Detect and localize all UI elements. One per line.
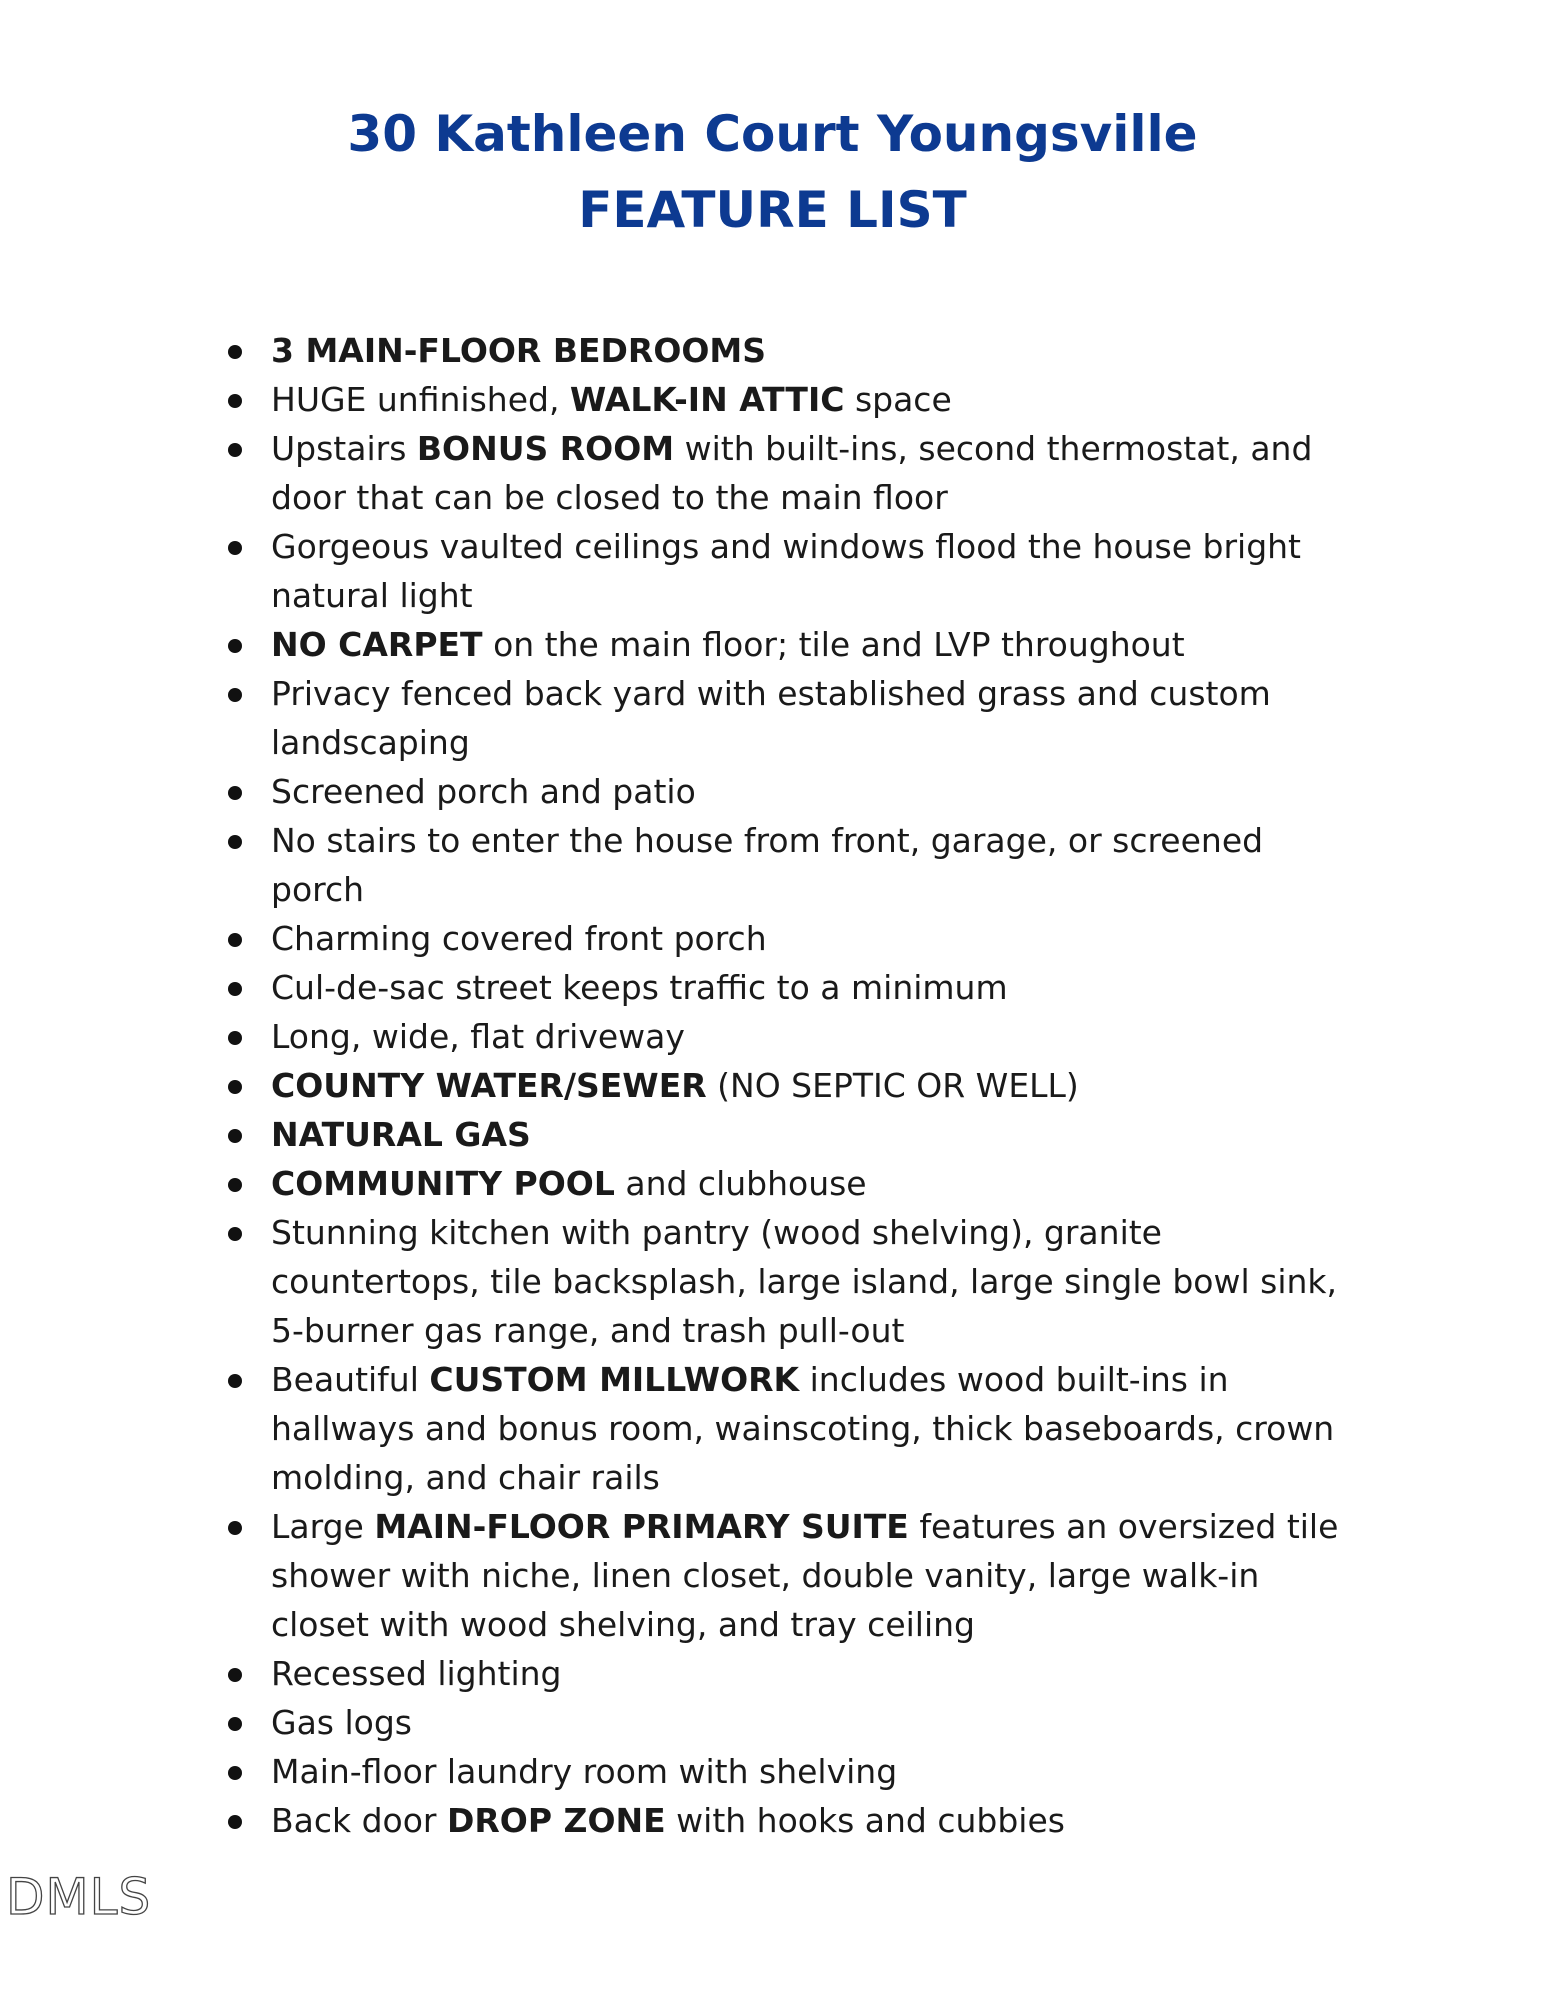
feature-item — [0, 1649, 1341, 1698]
feature-highlight: BONUS ROOM — [416, 429, 675, 468]
feature-item — [0, 1796, 1341, 1845]
bullet-icon — [228, 443, 242, 457]
feature-item — [0, 1355, 1341, 1502]
feature-highlight: 3 MAIN-FLOOR BEDROOMS — [271, 331, 767, 370]
feature-item — [0, 816, 1341, 914]
bullet-icon — [228, 394, 242, 408]
document-title: 30 Kathleen Court Youngsville — [347, 105, 1198, 163]
feature-highlight: COMMUNITY POOL — [271, 1164, 615, 1203]
feature-text: Cul-de-sac street keeps traffic to a minimum — [271, 968, 1008, 1007]
bullet-icon — [228, 1815, 242, 1829]
feature-text: Main-floor laundry room with shelving — [271, 1752, 898, 1791]
bullet-icon — [228, 786, 242, 800]
feature-text: (NO SEPTIC OR WELL) — [706, 1066, 1079, 1105]
feature-item — [0, 1502, 1341, 1649]
feature-item — [0, 914, 1341, 963]
feature-item — [0, 1159, 1341, 1208]
feature-text: with hooks and cubbies — [665, 1801, 1065, 1840]
bullet-icon — [228, 1227, 242, 1241]
feature-text: and clubhouse — [614, 1164, 867, 1203]
feature-highlight: CUSTOM MILLWORK — [429, 1360, 800, 1399]
feature-item — [0, 522, 1341, 620]
feature-highlight: MAIN-FLOOR PRIMARY SUITE — [374, 1507, 909, 1546]
feature-item — [0, 1061, 1341, 1110]
feature-text: Gas logs — [271, 1703, 412, 1742]
bullet-icon — [228, 1080, 242, 1094]
feature-item — [0, 1698, 1341, 1747]
bullet-icon — [228, 933, 242, 947]
feature-text: Large — [271, 1507, 375, 1546]
feature-item — [0, 1208, 1341, 1355]
feature-text: Gorgeous vaulted ceilings and windows flood the house bright natural light — [271, 527, 1301, 615]
feature-item — [0, 1012, 1341, 1061]
feature-item — [0, 424, 1341, 522]
feature-item — [0, 1747, 1341, 1796]
feature-highlight: NO CARPET — [271, 625, 483, 664]
feature-text: No stairs to enter the house from front, garage, or screened porch — [271, 821, 1264, 909]
feature-text: Upstairs — [271, 429, 417, 468]
feature-highlight: COUNTY WATER/SEWER — [271, 1066, 707, 1105]
feature-text: with built-ins, second thermostat, and door that can be closed to the main floor — [271, 429, 1313, 517]
bullet-icon — [228, 1178, 242, 1192]
bullet-icon — [228, 1668, 242, 1682]
bullet-icon — [228, 541, 242, 555]
bullet-icon — [228, 1031, 242, 1045]
feature-item — [0, 1110, 1341, 1159]
bullet-icon — [228, 835, 242, 849]
feature-text: Screened porch and patio — [271, 772, 696, 811]
feature-text: Recessed lighting — [271, 1654, 562, 1693]
feature-text: Stunning kitchen with pantry (wood shelving), granite countertops, tile backsplash, large island, large single bowl sink, 5-burner gas range, and trash pull-out — [271, 1213, 1338, 1350]
bullet-icon — [228, 345, 242, 359]
bullet-icon — [228, 1521, 242, 1535]
bullet-icon — [228, 1717, 242, 1731]
document-subtitle: FEATURE LIST — [578, 181, 967, 239]
feature-list — [0, 326, 1545, 1845]
feature-text: includes wood built-ins in hallways and bonus room, wainscoting, thick baseboards, crown molding, and chair rails — [271, 1360, 1335, 1497]
feature-text: Back door — [271, 1801, 447, 1840]
dmls-watermark: DMLS — [6, 1868, 152, 1926]
feature-text: HUGE unfinished, — [271, 380, 570, 419]
feature-text: Charming covered front porch — [271, 919, 767, 958]
feature-highlight: NATURAL GAS — [271, 1115, 531, 1154]
feature-text: space — [844, 380, 952, 419]
bullet-icon — [228, 639, 242, 653]
feature-item — [0, 375, 1341, 424]
bullet-icon — [228, 1129, 242, 1143]
feature-item — [0, 326, 1341, 375]
feature-highlight: WALK-IN ATTIC — [569, 380, 845, 419]
feature-text: Long, wide, flat driveway — [271, 1017, 685, 1056]
bullet-icon — [228, 982, 242, 996]
bullet-icon — [228, 1374, 242, 1388]
bullet-icon — [228, 1766, 242, 1780]
feature-text: Privacy fenced back yard with established grass and custom landscaping — [271, 674, 1271, 762]
feature-text: features an oversized tile shower with niche, linen closet, double vanity, large walk-in closet with wood shelving, and tray ceiling — [271, 1507, 1339, 1644]
feature-item — [0, 767, 1341, 816]
feature-item — [0, 963, 1341, 1012]
feature-highlight: DROP ZONE — [447, 1801, 666, 1840]
bullet-icon — [228, 688, 242, 702]
feature-item — [0, 669, 1341, 767]
feature-item — [0, 620, 1341, 669]
feature-text: on the main floor; tile and LVP throughout — [482, 625, 1185, 664]
feature-text: Beautiful — [271, 1360, 430, 1399]
